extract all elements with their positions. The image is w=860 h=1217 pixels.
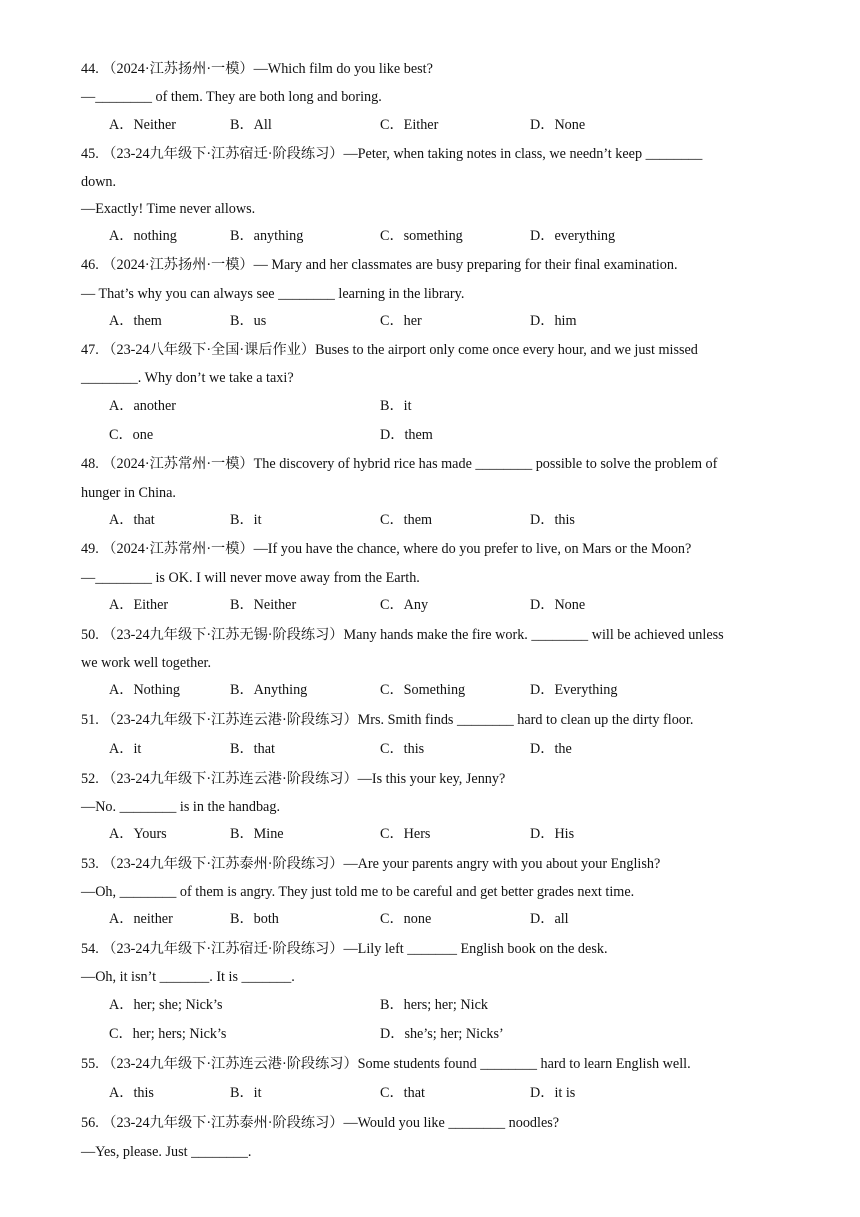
question-47-option-c: C．one (109, 427, 154, 443)
question-48-option-c: C．them (380, 512, 433, 528)
question-52-option-d: D．His (530, 826, 575, 842)
question-46-option-c: C．her (380, 313, 422, 329)
question-53-line: —Oh, ________ of them is angry. They just told me to be careful and get better grades next time. (81, 884, 635, 900)
question-44-option-a: A．Neither (109, 117, 176, 133)
question-48-option-a: A．that (109, 512, 155, 528)
question-52-stem: 52. （23-24九年级下·江苏连云港·阶段练习）—Is this your key, Jenny? (81, 771, 506, 787)
question-49-option-b: B．Neither (230, 597, 297, 613)
question-51-option-d: D．the (530, 741, 572, 757)
question-50-stem: 50. （23-24九年级下·江苏无锡·阶段练习）Many hands make the fire work. ________ will be achieved unless (81, 627, 724, 643)
question-46-line: — That’s why you can always see ________ learning in the library. (81, 286, 465, 302)
question-44-option-b: B．All (230, 117, 272, 133)
question-54-option-a: A．her; she; Nick’s (109, 997, 223, 1013)
question-56-line: —Yes, please. Just ________. (81, 1144, 252, 1160)
question-52-option-b: B．Mine (230, 826, 284, 842)
question-51-stem: 51. （23-24九年级下·江苏连云港·阶段练习）Mrs. Smith finds ________ hard to clean up the dirty floor. (81, 712, 694, 728)
question-48-option-d: D．this (530, 512, 575, 528)
question-50-option-a: A．Nothing (109, 682, 180, 698)
question-49-line: —________ is OK. I will never move away from the Earth. (81, 570, 420, 586)
question-52-line: —No. ________ is in the handbag. (81, 799, 280, 815)
question-45-option-a: A．nothing (109, 228, 177, 244)
question-50-option-d: D．Everything (530, 682, 618, 698)
question-51-option-a: A．it (109, 741, 142, 757)
question-53-option-c: C．none (380, 911, 432, 927)
question-45-line: down. (81, 174, 117, 190)
question-54-line: —Oh, it isn’t _______. It is _______. (81, 969, 295, 985)
question-52-option-c: C．Hers (380, 826, 431, 842)
question-47-option-b: B．it (380, 398, 412, 414)
question-44-option-c: C．Either (380, 117, 439, 133)
question-54-stem: 54. （23-24九年级下·江苏宿迁·阶段练习）—Lily left _______ English book on the desk. (81, 941, 608, 957)
question-56-stem: 56. （23-24九年级下·江苏泰州·阶段练习）—Would you like ________ noodles? (81, 1115, 560, 1131)
question-45-option-b: B．anything (230, 228, 304, 244)
question-50-option-c: C．Something (380, 682, 466, 698)
question-55-option-c: C．that (380, 1085, 425, 1101)
question-49-option-a: A．Either (109, 597, 169, 613)
question-54-option-b: B．hers; her; Nick (380, 997, 488, 1013)
question-51-option-c: C．this (380, 741, 425, 757)
question-44-option-d: D．None (530, 117, 586, 133)
question-47-line: ________. Why don’t we take a taxi? (81, 370, 294, 386)
question-51-option-b: B．that (230, 741, 275, 757)
question-54-option-d: D．she’s; her; Nicks’ (380, 1026, 504, 1042)
question-53-option-a: A．neither (109, 911, 173, 927)
question-46-option-d: D．him (530, 313, 577, 329)
question-54-option-c: C．her; hers; Nick’s (109, 1026, 227, 1042)
question-47-option-a: A．another (109, 398, 176, 414)
question-45-stem: 45. （23-24九年级下·江苏宿迁·阶段练习）—Peter, when taking notes in class, we needn’t keep ________ (81, 146, 703, 162)
question-50-option-b: B．Anything (230, 682, 308, 698)
question-47-stem: 47. （23-24八年级下·全国·课后作业）Buses to the airport only come once every hour, and we just missed (81, 342, 698, 358)
question-53-option-b: B．both (230, 911, 279, 927)
question-52-option-a: A．Yours (109, 826, 167, 842)
question-53-option-d: D．all (530, 911, 569, 927)
question-45-line: —Exactly! Time never allows. (81, 201, 256, 217)
question-48-line: hunger in China. (81, 485, 176, 501)
question-55-stem: 55. （23-24九年级下·江苏连云港·阶段练习）Some students found ________ hard to learn English well. (81, 1056, 691, 1072)
question-45-option-c: C．something (380, 228, 463, 244)
question-50-line: we work well together. (81, 655, 212, 671)
question-47-option-d: D．them (380, 427, 433, 443)
question-55-option-d: D．it is (530, 1085, 576, 1101)
question-49-option-d: D．None (530, 597, 586, 613)
question-55-option-b: B．it (230, 1085, 262, 1101)
question-55-option-a: A．this (109, 1085, 154, 1101)
question-48-stem: 48. （2024·江苏常州·一模）The discovery of hybrid rice has made ________ possible to solve the problem of (81, 456, 718, 472)
question-46-option-b: B．us (230, 313, 267, 329)
question-53-stem: 53. （23-24九年级下·江苏泰州·阶段练习）—Are your parents angry with you about your English? (81, 856, 661, 872)
question-46-option-a: A．them (109, 313, 162, 329)
question-49-stem: 49. （2024·江苏常州·一模）—If you have the chance, where do you prefer to live, on Mars or the Moon? (81, 541, 692, 557)
question-44-stem: 44. （2024·江苏扬州·一模）—Which film do you like best? (81, 61, 433, 77)
question-49-option-c: C．Any (380, 597, 429, 613)
question-44-line: —________ of them. They are both long and boring. (81, 89, 382, 105)
question-45-option-d: D．everything (530, 228, 616, 244)
question-46-stem: 46. （2024·江苏扬州·一模）— Mary and her classmates are busy preparing for their final examination. (81, 257, 678, 273)
question-48-option-b: B．it (230, 512, 262, 528)
